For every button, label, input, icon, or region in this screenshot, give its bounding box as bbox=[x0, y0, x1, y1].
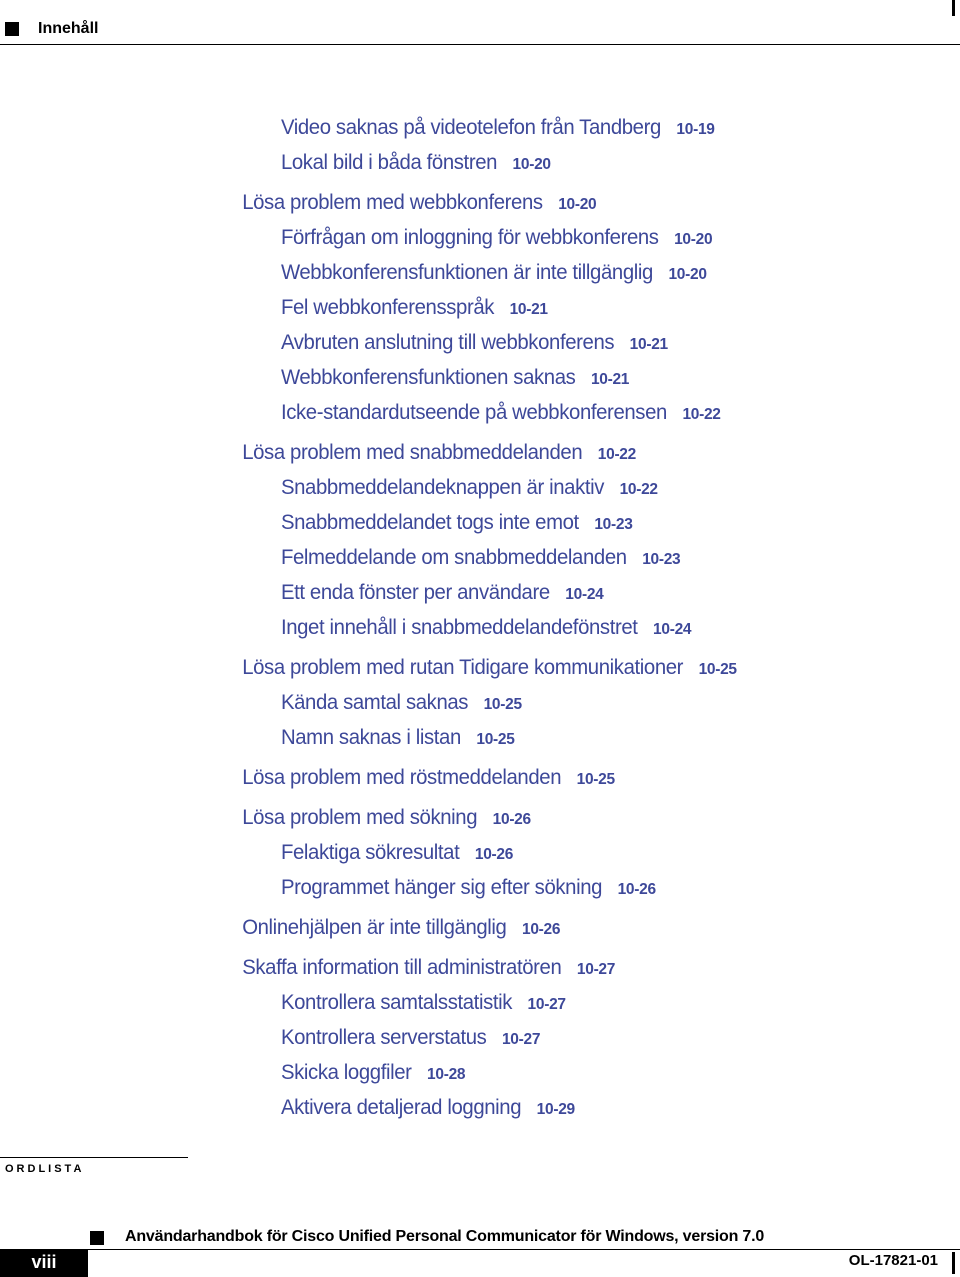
toc-entry-subsection[interactable] bbox=[0, 360, 930, 395]
document-number: OL-17821-01 bbox=[848, 1252, 938, 1269]
toc-entry-subsection[interactable] bbox=[0, 220, 930, 255]
toc-entry-title: Snabbmeddelandeknappen är inaktiv bbox=[280, 476, 605, 499]
toc-entry-subsection[interactable] bbox=[0, 835, 930, 870]
toc-entry-subsection[interactable] bbox=[0, 540, 930, 575]
toc-entry-page: 10-25 bbox=[483, 696, 522, 713]
toc-entry-subsection[interactable] bbox=[0, 110, 930, 145]
toc-entry-page: 10-22 bbox=[682, 406, 721, 423]
page-number: viii bbox=[0, 1249, 88, 1277]
toc-entry-page: 10-21 bbox=[629, 336, 668, 353]
toc-entry-page: 10-28 bbox=[427, 1066, 466, 1083]
toc-entry-page: 10-25 bbox=[476, 731, 515, 748]
toc-entry-page: 10-26 bbox=[474, 846, 514, 863]
footer-rule bbox=[0, 1249, 960, 1250]
toc-entry-subsection[interactable] bbox=[0, 255, 930, 290]
toc-entry-title: Programmet hänger sig efter sökning bbox=[280, 876, 603, 899]
header-square-icon bbox=[5, 22, 19, 36]
toc-entry-page: 10-20 bbox=[668, 266, 707, 283]
toc-entry-title: Webbkonferensfunktionen är inte tillgänglig bbox=[280, 261, 653, 284]
toc-entry-title: Webbkonferensfunktionen saknas bbox=[280, 366, 576, 389]
footer-edge-mark bbox=[952, 1252, 955, 1274]
toc-entry-title: Snabbmeddelandet togs inte emot bbox=[280, 511, 579, 534]
toc-entry-subsection[interactable] bbox=[0, 290, 930, 325]
toc-entry-section[interactable] bbox=[0, 950, 930, 985]
toc-entry-title: Lokal bild i båda fönstren bbox=[280, 151, 498, 174]
toc-entry-subsection[interactable] bbox=[0, 505, 930, 540]
toc-entry-page: 10-24 bbox=[565, 586, 604, 603]
glossary-heading[interactable]: ORDLISTA bbox=[5, 1163, 85, 1175]
toc-entry-title: Fel webbkonferensspråk bbox=[280, 296, 495, 319]
toc-entry-title: Video saknas på videotelefon från Tandberg bbox=[280, 116, 661, 139]
toc-entry-title: Ett enda fönster per användare bbox=[280, 581, 550, 604]
toc-entry-page: 10-27 bbox=[501, 1031, 541, 1048]
toc-entry-title: Förfrågan om inloggning för webbkonferens bbox=[280, 226, 659, 249]
toc-entry-section[interactable] bbox=[0, 185, 930, 220]
toc-entry-page: 10-27 bbox=[527, 996, 566, 1013]
toc-entry-page: 10-23 bbox=[594, 516, 633, 533]
toc-entry-title: Icke-standardutseende på webbkonferensen bbox=[280, 401, 667, 424]
toc-entry-page: 10-27 bbox=[576, 961, 616, 978]
toc-entry-title: Lösa problem med rutan Tidigare kommunikationer bbox=[242, 656, 684, 679]
toc-entry-subsection[interactable] bbox=[0, 610, 930, 645]
toc-entry-page: 10-25 bbox=[698, 661, 737, 678]
toc-entry-page: 10-22 bbox=[619, 481, 658, 498]
toc-entry-title: Skaffa information till administratören bbox=[242, 956, 562, 979]
toc-entry-title: Kontrollera samtalsstatistik bbox=[280, 991, 513, 1014]
toc-entry-title: Kontrollera serverstatus bbox=[280, 1026, 487, 1049]
toc-entry-page: 10-26 bbox=[521, 921, 561, 938]
toc-entry-subsection[interactable] bbox=[0, 985, 930, 1020]
toc-entry-title: Felaktiga sökresultat bbox=[280, 841, 460, 864]
toc-entry-subsection[interactable] bbox=[0, 1020, 930, 1055]
toc-entry-title: Lösa problem med webbkonferens bbox=[242, 191, 543, 214]
toc-entry-section[interactable] bbox=[0, 760, 930, 795]
toc-entry-title: Namn saknas i listan bbox=[280, 726, 461, 749]
footer-square-icon bbox=[90, 1231, 104, 1245]
toc-entry-page: 10-21 bbox=[509, 301, 548, 318]
toc-entry-section[interactable] bbox=[0, 435, 930, 470]
toc-entry-title: Avbruten anslutning till webbkonferens bbox=[280, 331, 615, 354]
toc-entry-title: Aktivera detaljerad loggning bbox=[280, 1096, 522, 1119]
toc-entry-subsection[interactable] bbox=[0, 145, 930, 180]
header-edge-mark bbox=[952, 0, 955, 16]
toc-entry-subsection[interactable] bbox=[0, 870, 930, 905]
header-rule bbox=[0, 44, 960, 45]
toc-entry-title: Lösa problem med röstmeddelanden bbox=[242, 766, 562, 789]
toc-entry-page: 10-20 bbox=[558, 196, 597, 213]
toc-entry-title: Kända samtal saknas bbox=[280, 691, 469, 714]
toc-entry-section[interactable] bbox=[0, 910, 930, 945]
toc-entry-subsection[interactable] bbox=[0, 575, 930, 610]
toc-entry-subsection[interactable] bbox=[0, 1090, 930, 1125]
toc-entry-title: Inget innehåll i snabbmeddelandefönstret bbox=[280, 616, 638, 639]
toc-entry-subsection[interactable] bbox=[0, 470, 930, 505]
toc-entry-title: Onlinehjälpen är inte tillgänglig bbox=[242, 916, 507, 939]
toc-entry-subsection[interactable] bbox=[0, 325, 930, 360]
toc-entry-title: Felmeddelande om snabbmeddelanden bbox=[280, 546, 627, 569]
toc-entry-subsection[interactable] bbox=[0, 720, 930, 755]
toc-entry-title: Skicka loggfiler bbox=[280, 1061, 412, 1084]
toc-entry-page: 10-26 bbox=[617, 881, 656, 898]
toc-entry-page: 10-29 bbox=[536, 1101, 575, 1118]
toc-entry-title: Lösa problem med snabbmeddelanden bbox=[242, 441, 583, 464]
toc-entry-title: Lösa problem med sökning bbox=[242, 806, 478, 829]
toc-entry-page: 10-21 bbox=[590, 371, 630, 388]
toc-entry-page: 10-26 bbox=[492, 811, 531, 828]
book-title: Användarhandbok för Cisco Unified Personal Communicator för Windows, version 7.0 bbox=[125, 1228, 765, 1245]
toc-entry-page: 10-25 bbox=[576, 771, 615, 788]
section-title: Innehåll bbox=[38, 20, 99, 37]
toc-entry-section[interactable] bbox=[0, 650, 930, 685]
table-of-contents bbox=[0, 110, 960, 1125]
toc-entry-page: 10-20 bbox=[674, 231, 713, 248]
toc-entry-subsection[interactable] bbox=[0, 685, 930, 720]
toc-entry-page: 10-22 bbox=[597, 446, 636, 463]
toc-entry-subsection[interactable] bbox=[0, 1055, 930, 1090]
toc-entry-page: 10-23 bbox=[642, 551, 681, 568]
toc-entry-subsection[interactable] bbox=[0, 395, 930, 430]
toc-entry-page: 10-24 bbox=[653, 621, 692, 638]
toc-entry-page: 10-19 bbox=[676, 121, 715, 138]
toc-entry-page: 10-20 bbox=[512, 156, 551, 173]
toc-entry-section[interactable] bbox=[0, 800, 930, 835]
glossary-rule bbox=[0, 1157, 188, 1158]
